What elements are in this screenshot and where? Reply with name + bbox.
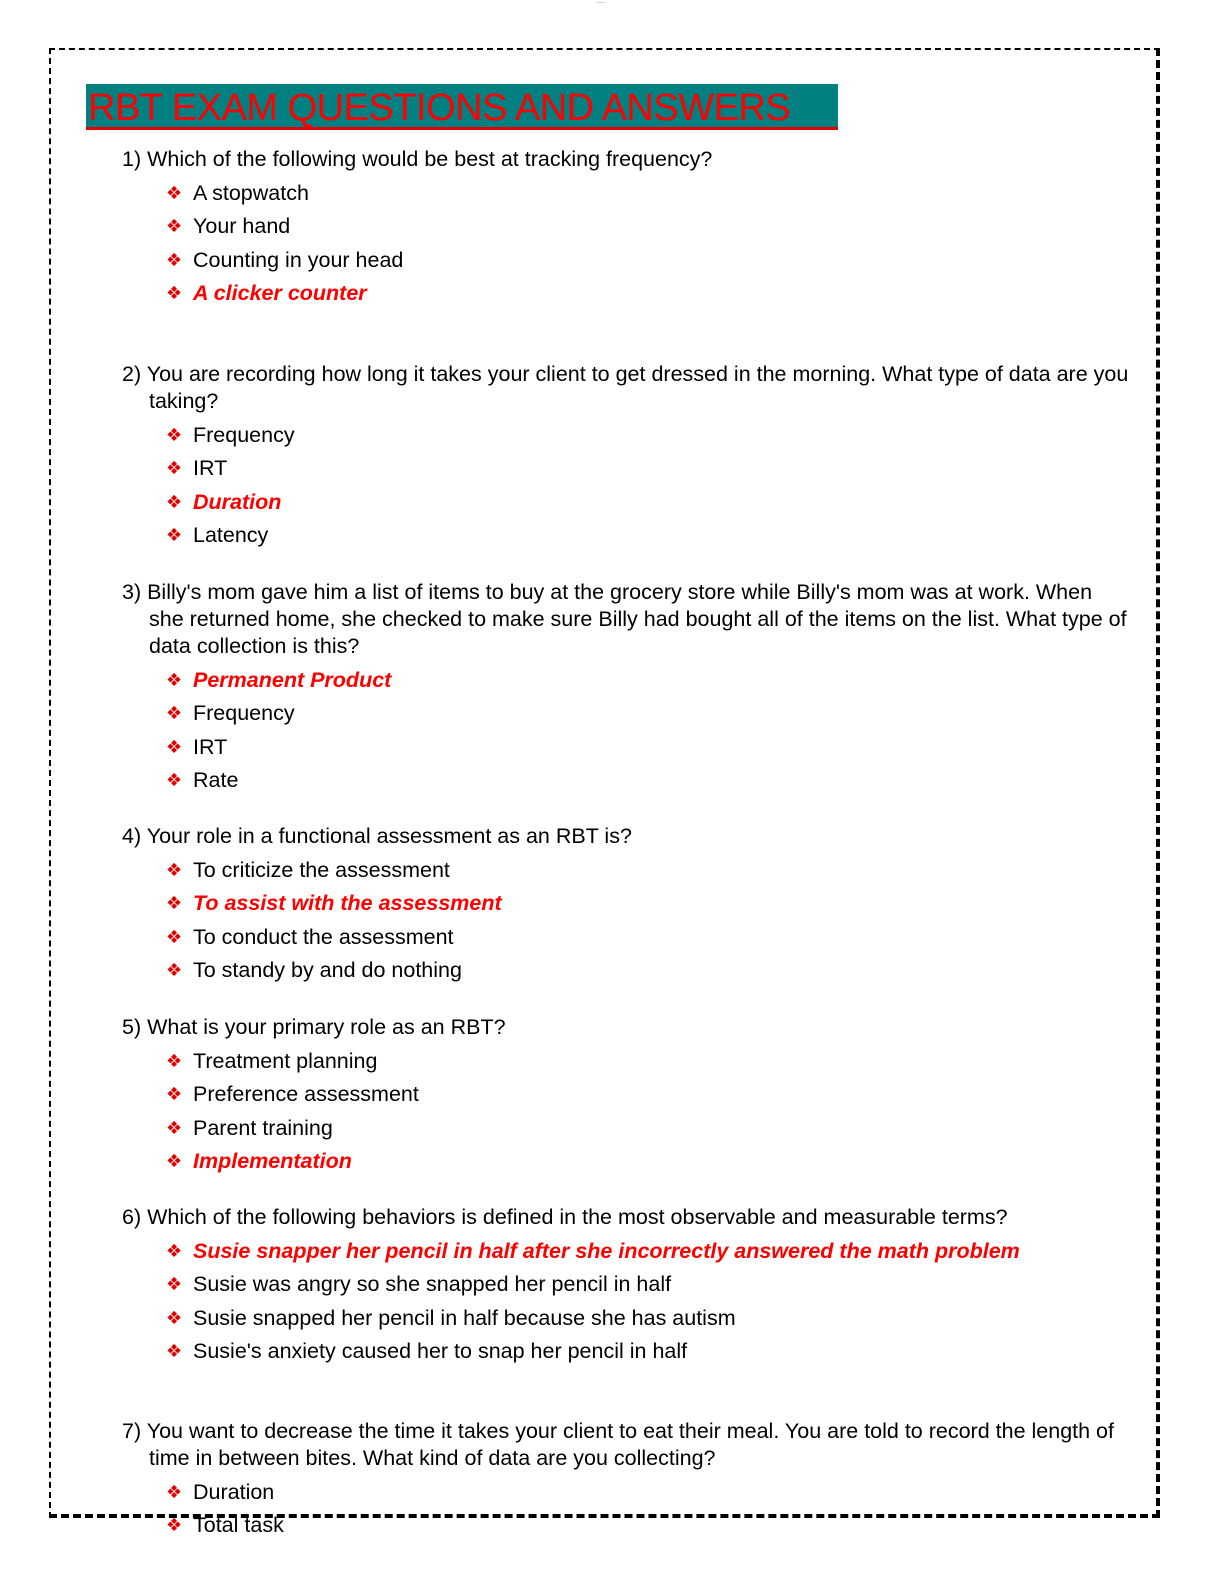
question-text: 1) Which of the following would be best at tracking frequency? xyxy=(122,147,713,171)
diamond-bullet-icon: ❖ xyxy=(166,491,183,513)
answer-option xyxy=(166,419,1132,452)
option-text: Duration xyxy=(193,489,282,514)
diamond-bullet-icon: ❖ xyxy=(166,1084,183,1106)
option-text: Rate xyxy=(193,767,239,792)
diamond-bullet-icon: ❖ xyxy=(166,1051,183,1072)
correct-answer-option xyxy=(166,277,1132,310)
question-2 xyxy=(122,361,1132,552)
diamond-bullet-icon: ❖ xyxy=(166,1150,183,1172)
diamond-bullet-icon: ❖ xyxy=(166,524,183,546)
question-4 xyxy=(122,823,1132,987)
answer-option xyxy=(166,210,1132,243)
diamond-bullet-icon: ❖ xyxy=(166,216,183,238)
options-list xyxy=(122,177,1132,310)
option-text: A stopwatch xyxy=(193,181,309,205)
option-text: Susie was angry so she snapped her pencil in half xyxy=(193,1272,672,1297)
answer-option xyxy=(166,854,1132,887)
correct-answer-option xyxy=(166,664,1132,697)
title-banner xyxy=(86,84,838,130)
correct-answer-option xyxy=(166,1145,1132,1178)
option-text: Susie snapped her pencil in half because she has autism xyxy=(193,1305,736,1330)
options-list xyxy=(122,1476,1132,1543)
answer-option xyxy=(166,1112,1132,1145)
answer-option xyxy=(166,1045,1132,1078)
option-text: To assist with the assessment xyxy=(193,891,502,916)
question-text: 4) Your role in a functional assessment as an RBT is? xyxy=(122,824,632,848)
option-text: Frequency xyxy=(193,701,295,726)
correct-answer-option xyxy=(166,887,1132,920)
diamond-bullet-icon: ❖ xyxy=(166,893,183,915)
answer-option xyxy=(166,519,1132,552)
option-text: IRT xyxy=(193,456,228,481)
diamond-bullet-icon: ❖ xyxy=(166,1307,183,1329)
question-5 xyxy=(122,1014,1132,1178)
diamond-bullet-icon: ❖ xyxy=(166,183,183,204)
options-list xyxy=(122,419,1132,552)
answer-option xyxy=(166,921,1132,954)
diamond-bullet-icon: ❖ xyxy=(166,1274,183,1296)
diamond-bullet-icon: ❖ xyxy=(166,249,183,271)
diamond-bullet-icon: ❖ xyxy=(166,425,183,446)
option-text: Implementation xyxy=(193,1148,352,1173)
answer-option xyxy=(166,1509,1132,1542)
diamond-bullet-icon: ❖ xyxy=(166,959,183,981)
option-text: Susie snapper her pencil in half after she incorrectly answered the math problem xyxy=(193,1239,1020,1263)
answer-option xyxy=(166,1476,1132,1509)
question-text: 2) You are recording how long it takes your client to get dressed in the morning. What type of data are you taking? xyxy=(122,362,1129,413)
option-text: Parent training xyxy=(193,1115,333,1140)
diamond-bullet-icon: ❖ xyxy=(166,926,183,948)
option-text: Latency xyxy=(193,522,269,547)
option-text: Permanent Product xyxy=(193,668,392,692)
diamond-bullet-icon: ❖ xyxy=(166,458,183,480)
question-1 xyxy=(122,146,1132,310)
option-text: To conduct the assessment xyxy=(193,924,454,949)
answer-option xyxy=(166,1335,1132,1368)
option-text: Susie's anxiety caused her to snap her pencil in half xyxy=(193,1338,688,1363)
answer-option xyxy=(166,177,1132,210)
diamond-bullet-icon: ❖ xyxy=(166,670,183,691)
diamond-bullet-icon: ❖ xyxy=(166,736,183,758)
header-mark: ------ xyxy=(596,0,606,6)
option-text: Frequency xyxy=(193,423,295,447)
options-list xyxy=(122,1045,1132,1178)
answer-option xyxy=(166,697,1132,730)
question-text: 5) What is your primary role as an RBT? xyxy=(122,1015,506,1039)
option-text: Total task xyxy=(193,1513,284,1538)
option-text: A clicker counter xyxy=(193,280,367,305)
diamond-bullet-icon: ❖ xyxy=(166,769,183,791)
question-text: 3) Billy's mom gave him a list of items to buy at the grocery store while Billy's mom was at work. When she returned home, she checked to make sure Billy had bought all of the items on the list. What type of data collection is this? xyxy=(122,580,1127,658)
option-text: Preference assessment xyxy=(193,1082,419,1107)
question-3 xyxy=(122,579,1132,797)
answer-option xyxy=(166,244,1132,277)
option-text: Your hand xyxy=(193,214,291,239)
question-6 xyxy=(122,1204,1132,1368)
option-text: To criticize the assessment xyxy=(193,858,450,882)
option-text: Treatment planning xyxy=(193,1049,378,1073)
options-list xyxy=(122,854,1132,987)
options-list xyxy=(122,664,1132,797)
answer-option xyxy=(166,452,1132,485)
diamond-bullet-icon: ❖ xyxy=(166,1241,183,1262)
diamond-bullet-icon: ❖ xyxy=(166,703,183,725)
answer-option xyxy=(166,954,1132,987)
question-7 xyxy=(122,1418,1132,1543)
question-text: 7) You want to decrease the time it takes your client to eat their meal. You are told to record the length of time in between bites. What kind of data are you collecting? xyxy=(122,1419,1114,1470)
diamond-bullet-icon: ❖ xyxy=(166,282,183,304)
answer-option xyxy=(166,1302,1132,1335)
diamond-bullet-icon: ❖ xyxy=(166,1117,183,1139)
option-text: Counting in your head xyxy=(193,247,404,272)
question-text: 6) Which of the following behaviors is defined in the most observable and measurable terms? xyxy=(122,1205,1008,1229)
diamond-bullet-icon: ❖ xyxy=(166,1340,183,1362)
document-title: RBT EXAM QUESTIONS AND ANSWERS xyxy=(88,87,791,129)
answer-option xyxy=(166,1078,1132,1111)
answer-option xyxy=(166,731,1132,764)
answer-option xyxy=(166,1268,1132,1301)
options-list xyxy=(122,1235,1132,1368)
option-text: To standy by and do nothing xyxy=(193,957,462,982)
diamond-bullet-icon: ❖ xyxy=(166,1482,183,1503)
diamond-bullet-icon: ❖ xyxy=(166,860,183,881)
answer-option xyxy=(166,764,1132,797)
correct-answer-option xyxy=(166,1235,1132,1268)
correct-answer-option xyxy=(166,486,1132,519)
option-text: Duration xyxy=(193,1480,275,1504)
option-text: IRT xyxy=(193,734,228,759)
diamond-bullet-icon: ❖ xyxy=(166,1515,183,1537)
